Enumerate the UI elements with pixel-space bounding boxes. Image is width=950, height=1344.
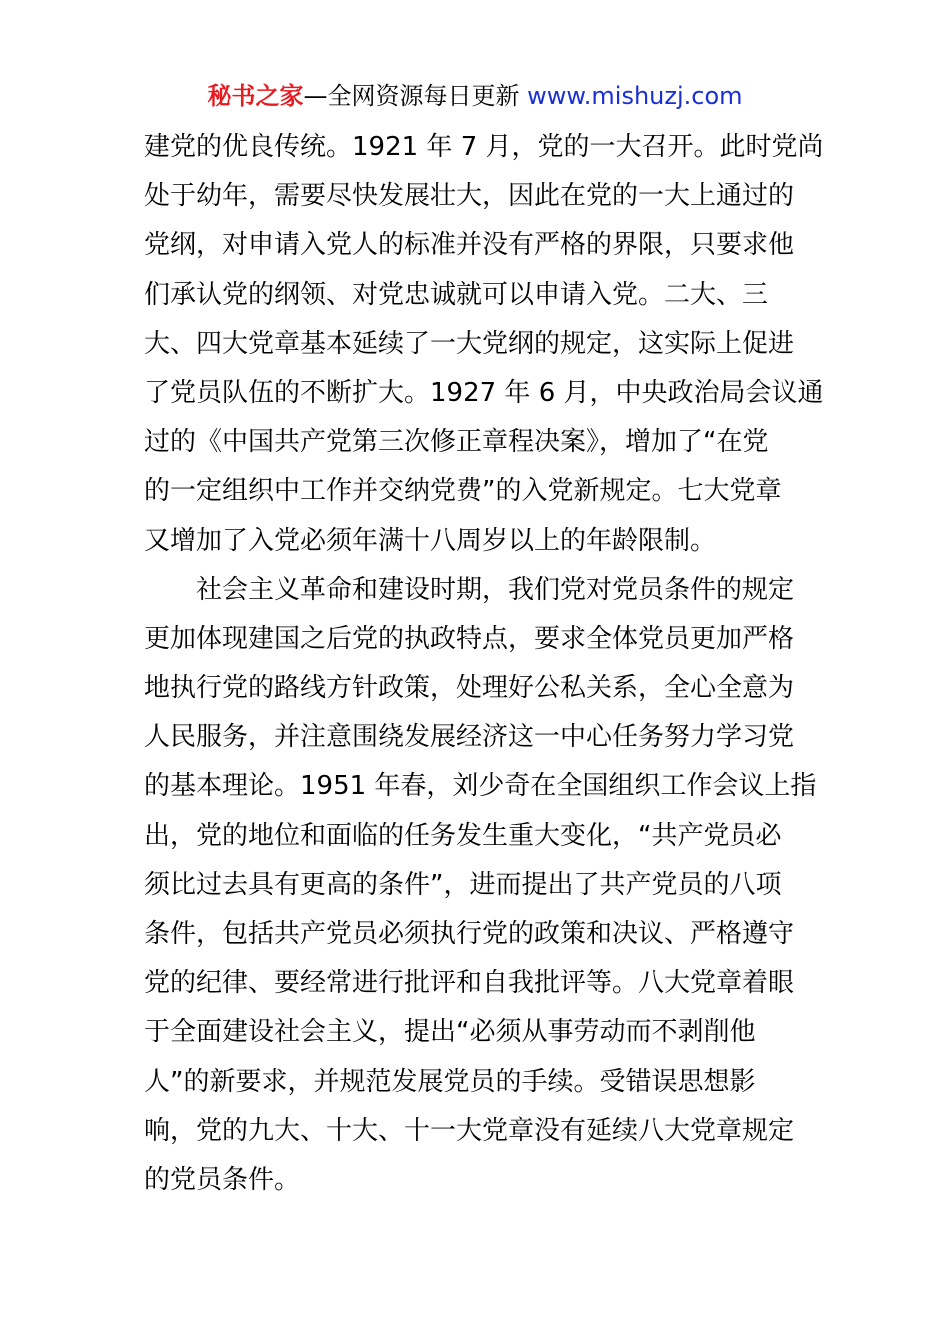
- document-body: [144, 123, 824, 1205]
- text-line: 又增加了入党必须年满十八周岁以上的年龄限制。: [144, 525, 717, 556]
- text-line: 人民服务，并注意围绕发展经济这一中心任务努力学习党: [144, 722, 795, 753]
- text-line: 的基本理论。1951 年春，刘少奇在全国组织工作会议上指: [144, 771, 817, 802]
- text-line: 们承认党的纲领、对党忠诚就可以申请入党。二大、三: [144, 279, 769, 310]
- text-line: 党的纪律、要经常进行批评和自我批评等。八大党章着眼: [144, 968, 795, 999]
- text-line: 党纲，对申请入党人的标准并没有严格的界限，只要求他: [144, 230, 795, 261]
- site-tagline: —全网资源每日更新: [303, 82, 528, 110]
- text-line: 条件，包括共产党员必须执行党的政策和决议、严格遵守: [144, 919, 795, 949]
- text-line-indented: 社会主义革命和建设时期，我们党对党员条件的规定: [196, 574, 795, 605]
- text-line: 大、四大党章基本延续了一大党纲的规定，这实际上促进: [144, 328, 795, 359]
- text-line: 建党的优良传统。1921 年 7 月，党的一大召开。此时党尚: [144, 132, 824, 162]
- text-line: 更加体现建国之后党的执政特点，要求全体党员更加严格: [144, 623, 795, 654]
- text-line: 的党员条件。: [144, 1164, 301, 1195]
- text-line: 于全面建设社会主义，提出“必须从事劳动而不剥削他: [144, 1017, 756, 1048]
- text-line: 人”的新要求，并规范发展党员的手续。受错误思想影: [144, 1066, 756, 1097]
- text-line: 须比过去具有更高的条件”，进而提出了共产党员的八项: [144, 869, 782, 900]
- text-line: 的一定组织中工作并交纳党费”的入党新规定。七大党章: [144, 476, 782, 507]
- paragraph-2: [144, 566, 817, 1205]
- text-line: 出，党的地位和面临的任务发生重大变化，“共产党员必: [144, 820, 782, 851]
- text-line: 地执行党的路线方针政策，处理好公私关系，全心全意为: [144, 673, 795, 704]
- site-brand: 秘书之家: [207, 82, 304, 110]
- paragraph-1: [144, 123, 824, 566]
- text-line: 过的《中国共产党第三次修正章程决案》，增加了“在党: [144, 427, 769, 458]
- page-header: [0, 78, 950, 114]
- site-url-link[interactable]: www.mishuzj.com: [527, 82, 743, 110]
- text-line: 处于幼年，需要尽快发展壮大，因此在党的一大上通过的: [144, 181, 795, 212]
- text-line: 了党员队伍的不断扩大。1927 年 6 月，中央政治局会议通: [144, 377, 824, 408]
- text-line: 响，党的九大、十大、十一大党章没有延续八大党章规定: [144, 1115, 795, 1146]
